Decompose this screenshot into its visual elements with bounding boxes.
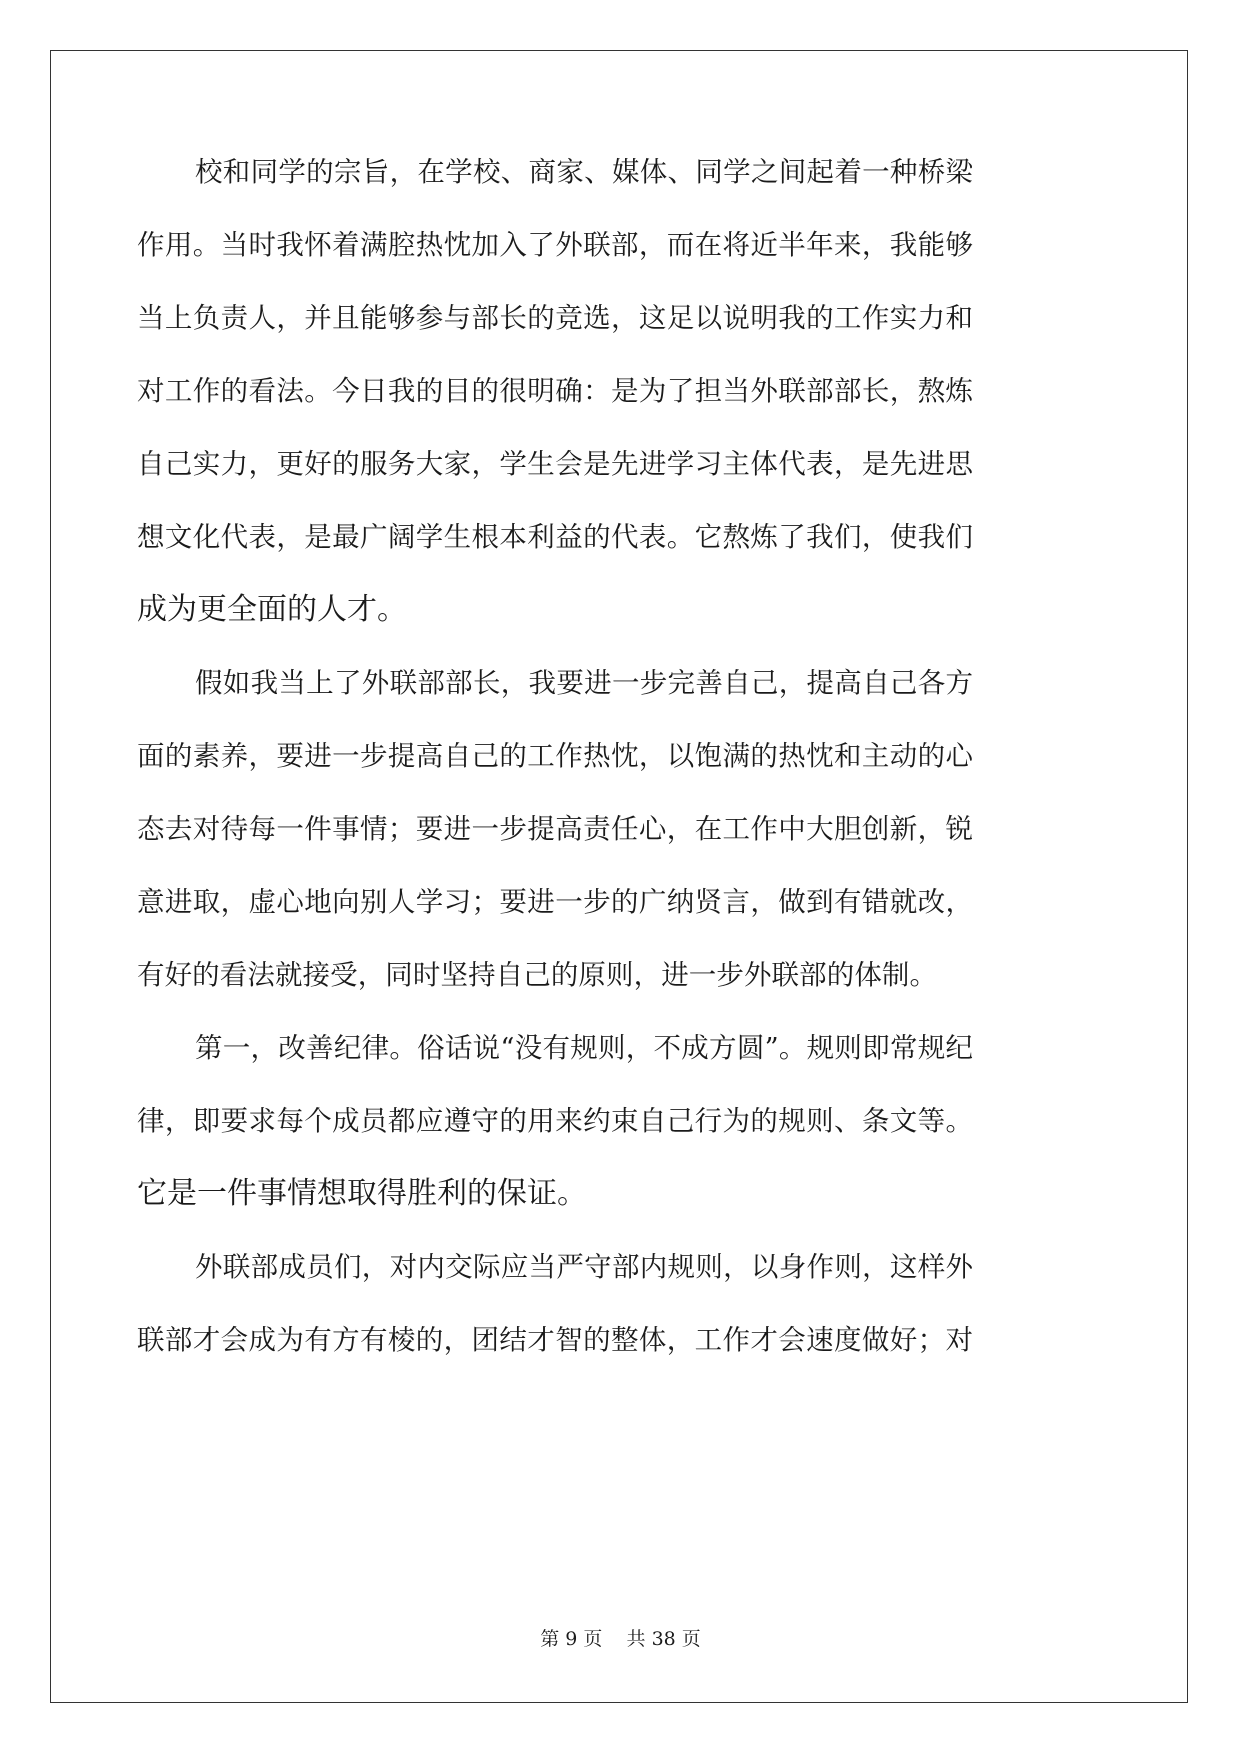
text-line-12: 有好的看法就接受，同时坚持自己的原则，进一步外联部的体制。 [137,959,937,991]
text-line-13: 第一，改善纪律。俗话说“没有规则，不成方圆”。规则即常规纪 [195,1032,973,1064]
text-line-16: 外联部成员们，对内交际应当严守部内规则，以身作则，这样外 [195,1251,973,1283]
text-line-4: 对工作的看法。今日我的目的很明确：是为了担当外联部部长，熬炼 [137,375,973,407]
text-line-14: 律，即要求每个成员都应遵守的用来约束自己行为的规则、条文等。 [137,1105,973,1137]
text-line-3: 当上负责人，并且能够参与部长的竞选，这足以说明我的工作实力和 [137,302,973,334]
text-line-9: 面的素养，要进一步提高自己的工作热忱，以饱满的热忱和主动的心 [137,740,973,772]
text-line-8: 假如我当上了外联部部长，我要进一步完善自己，提高自己各方 [195,667,973,699]
text-line-2: 作用。当时我怀着满腔热忱加入了外联部，而在将近半年来，我能够 [137,229,973,261]
text-line-5: 自己实力，更好的服务大家，学生会是先进学习主体代表，是先进思 [137,448,973,480]
text-line-15: 它是一件事情想取得胜利的保证。 [137,1176,587,1211]
page-footer: 第 9 页 共 38 页 [540,1628,701,1650]
text-line-1: 校和同学的宗旨，在学校、商家、媒体、同学之间起着一种桥梁 [195,156,973,188]
text-line-6: 想文化代表，是最广阔学生根本利益的代表。它熬炼了我们，使我们 [137,521,973,553]
text-line-10: 态去对待每一件事情；要进一步提高责任心，在工作中大胆创新，锐 [137,813,973,845]
text-line-7: 成为更全面的人才。 [137,592,407,627]
text-line-17: 联部才会成为有方有棱的，团结才智的整体，工作才会速度做好；对 [137,1324,973,1356]
text-line-11: 意进取，虚心地向别人学习；要进一步的广纳贤言，做到有错就改， [137,886,973,918]
